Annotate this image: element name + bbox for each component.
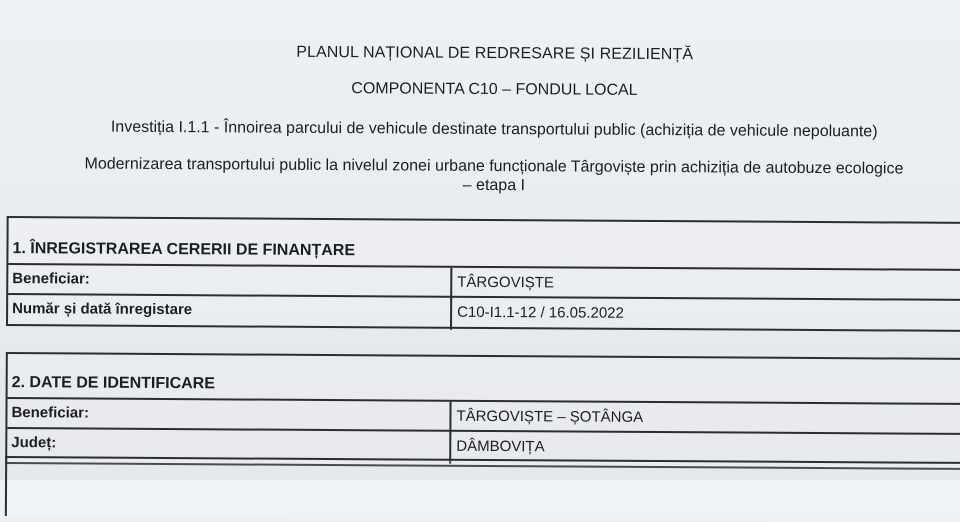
row-value: DÂMBOVIȚA [456,437,545,456]
section-registration-title: 1. ÎNREGISTRAREA CERERII DE FINANȚARE [12,240,356,260]
project-title-line2: – etapa I [462,176,526,195]
row-value: TÂRGOVIȘTE [457,273,555,292]
row-value: TÂRGOVIȘTE – ȘOTÂNGA [456,407,644,426]
column-divider [450,298,452,330]
section-next-table [5,456,960,522]
section-identification-title: 2. DATE DE IDENTIFICARE [11,374,215,393]
project-title [0,154,960,198]
section-registration-table [6,216,960,332]
row-label: Număr și dată înregistare [12,300,193,319]
row-label: Beneficiar: [12,270,90,288]
row-label: Județ: [11,434,57,452]
section-identification-table [5,352,960,470]
row-value: C10-I1.1-12 / 16.05.2022 [457,303,624,322]
component-title: COMPONENTA C10 – FONDUL LOCAL [351,80,638,99]
document-title: PLANUL NAȚIONAL DE REDRESARE ȘI REZILIENȚĂ [296,43,694,64]
table-row [8,293,960,331]
investment-title: Investiția I.1.1 - Înnoirea parcului de vehicule destinate transportului public (achiziția de vehicule nepoluante) [110,118,878,141]
row-label: Beneficiar: [11,404,90,422]
project-title-line1: Modernizarea transportului public la nivelul zonei urbane funcționale Târgoviște prin achiziția de autobuze ecologice [84,155,904,178]
